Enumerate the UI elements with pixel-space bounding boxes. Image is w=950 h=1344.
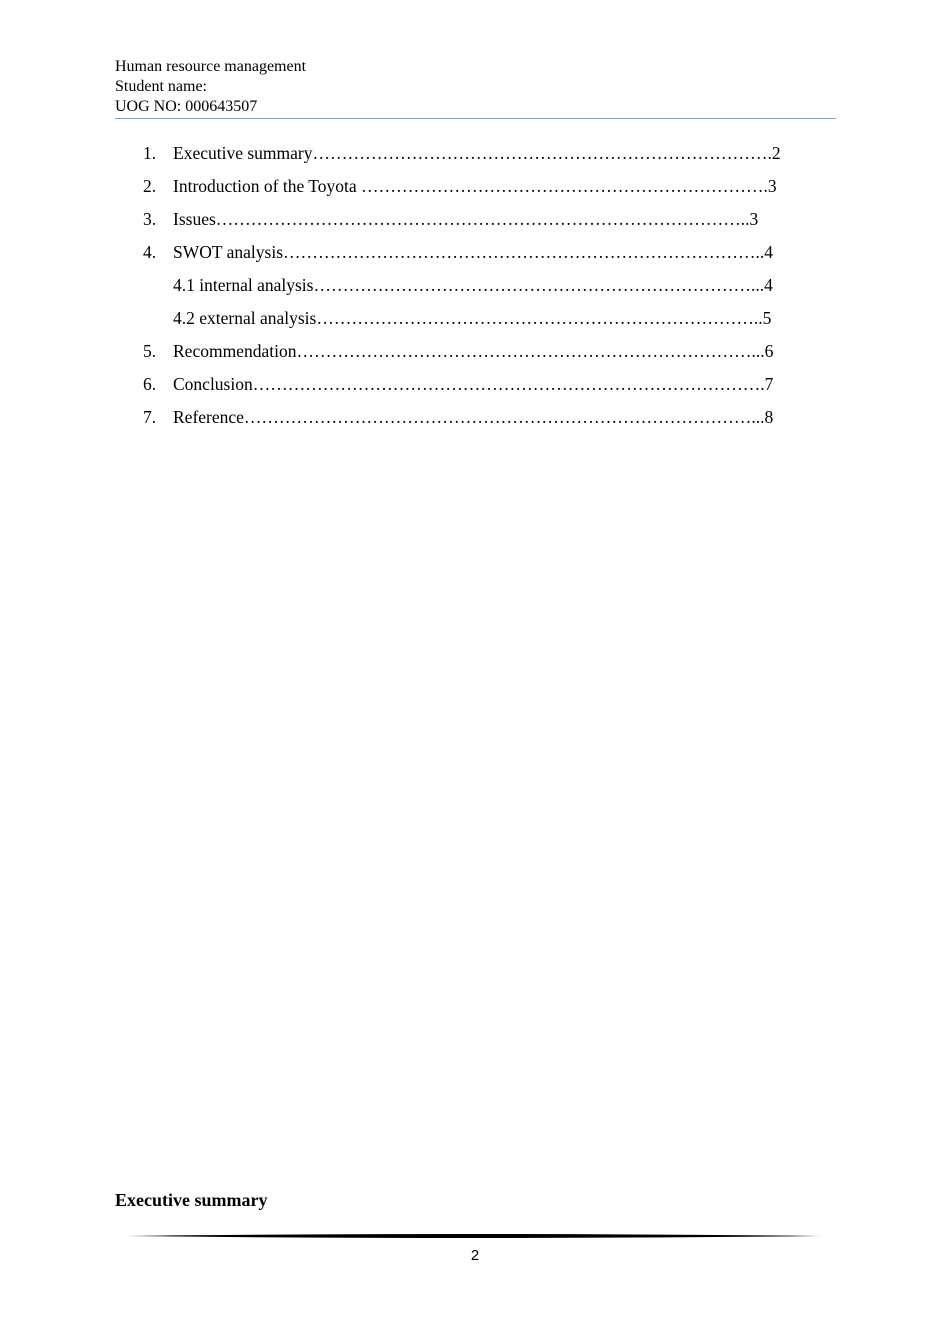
toc-entry-number: 1. [143,143,157,163]
header-divider [115,118,836,119]
section-heading: Executive summary [115,1190,268,1210]
header-course: Human resource management [115,58,307,75]
toc-entry-text: SWOT analysis………………………………………………………………………..4 [173,242,774,262]
toc-entry-text: 4.2 external analysis…………………………………………………………………..5 [173,308,772,328]
page-header [115,57,835,117]
header-student-name: Student name: [115,78,207,95]
toc-entry-text: Introduction of the Toyota …………………………………………………………….3 [173,176,777,196]
toc-entry-text: Conclusion…………………………………………………………………………….7 [173,374,774,394]
toc-entry-number: 2. [143,176,157,196]
toc-entry-number: 7. [143,407,157,427]
toc-entry-text: Recommendation……………………………………………………………………...6 [173,341,774,361]
toc-entry-text: Reference……………………………………………………………………………...8 [173,407,774,427]
footer-divider [125,1233,820,1239]
page-number: 2 [470,1247,480,1264]
toc-entry-number: 5. [143,341,157,361]
toc-entry-number: 6. [143,374,157,394]
toc-entry-number: 4. [143,242,157,262]
toc-entry-text: Executive summary…………………………………………………………………….2 [173,143,781,163]
header-uog-number: UOG NO: 000643507 [115,98,258,115]
toc-entry-number: 3. [143,209,157,229]
toc-entry-text: Issues………………………………………………………………………………..3 [173,209,759,229]
toc-entry-text: 4.1 internal analysis…………………………………………………………………...4 [173,275,773,295]
